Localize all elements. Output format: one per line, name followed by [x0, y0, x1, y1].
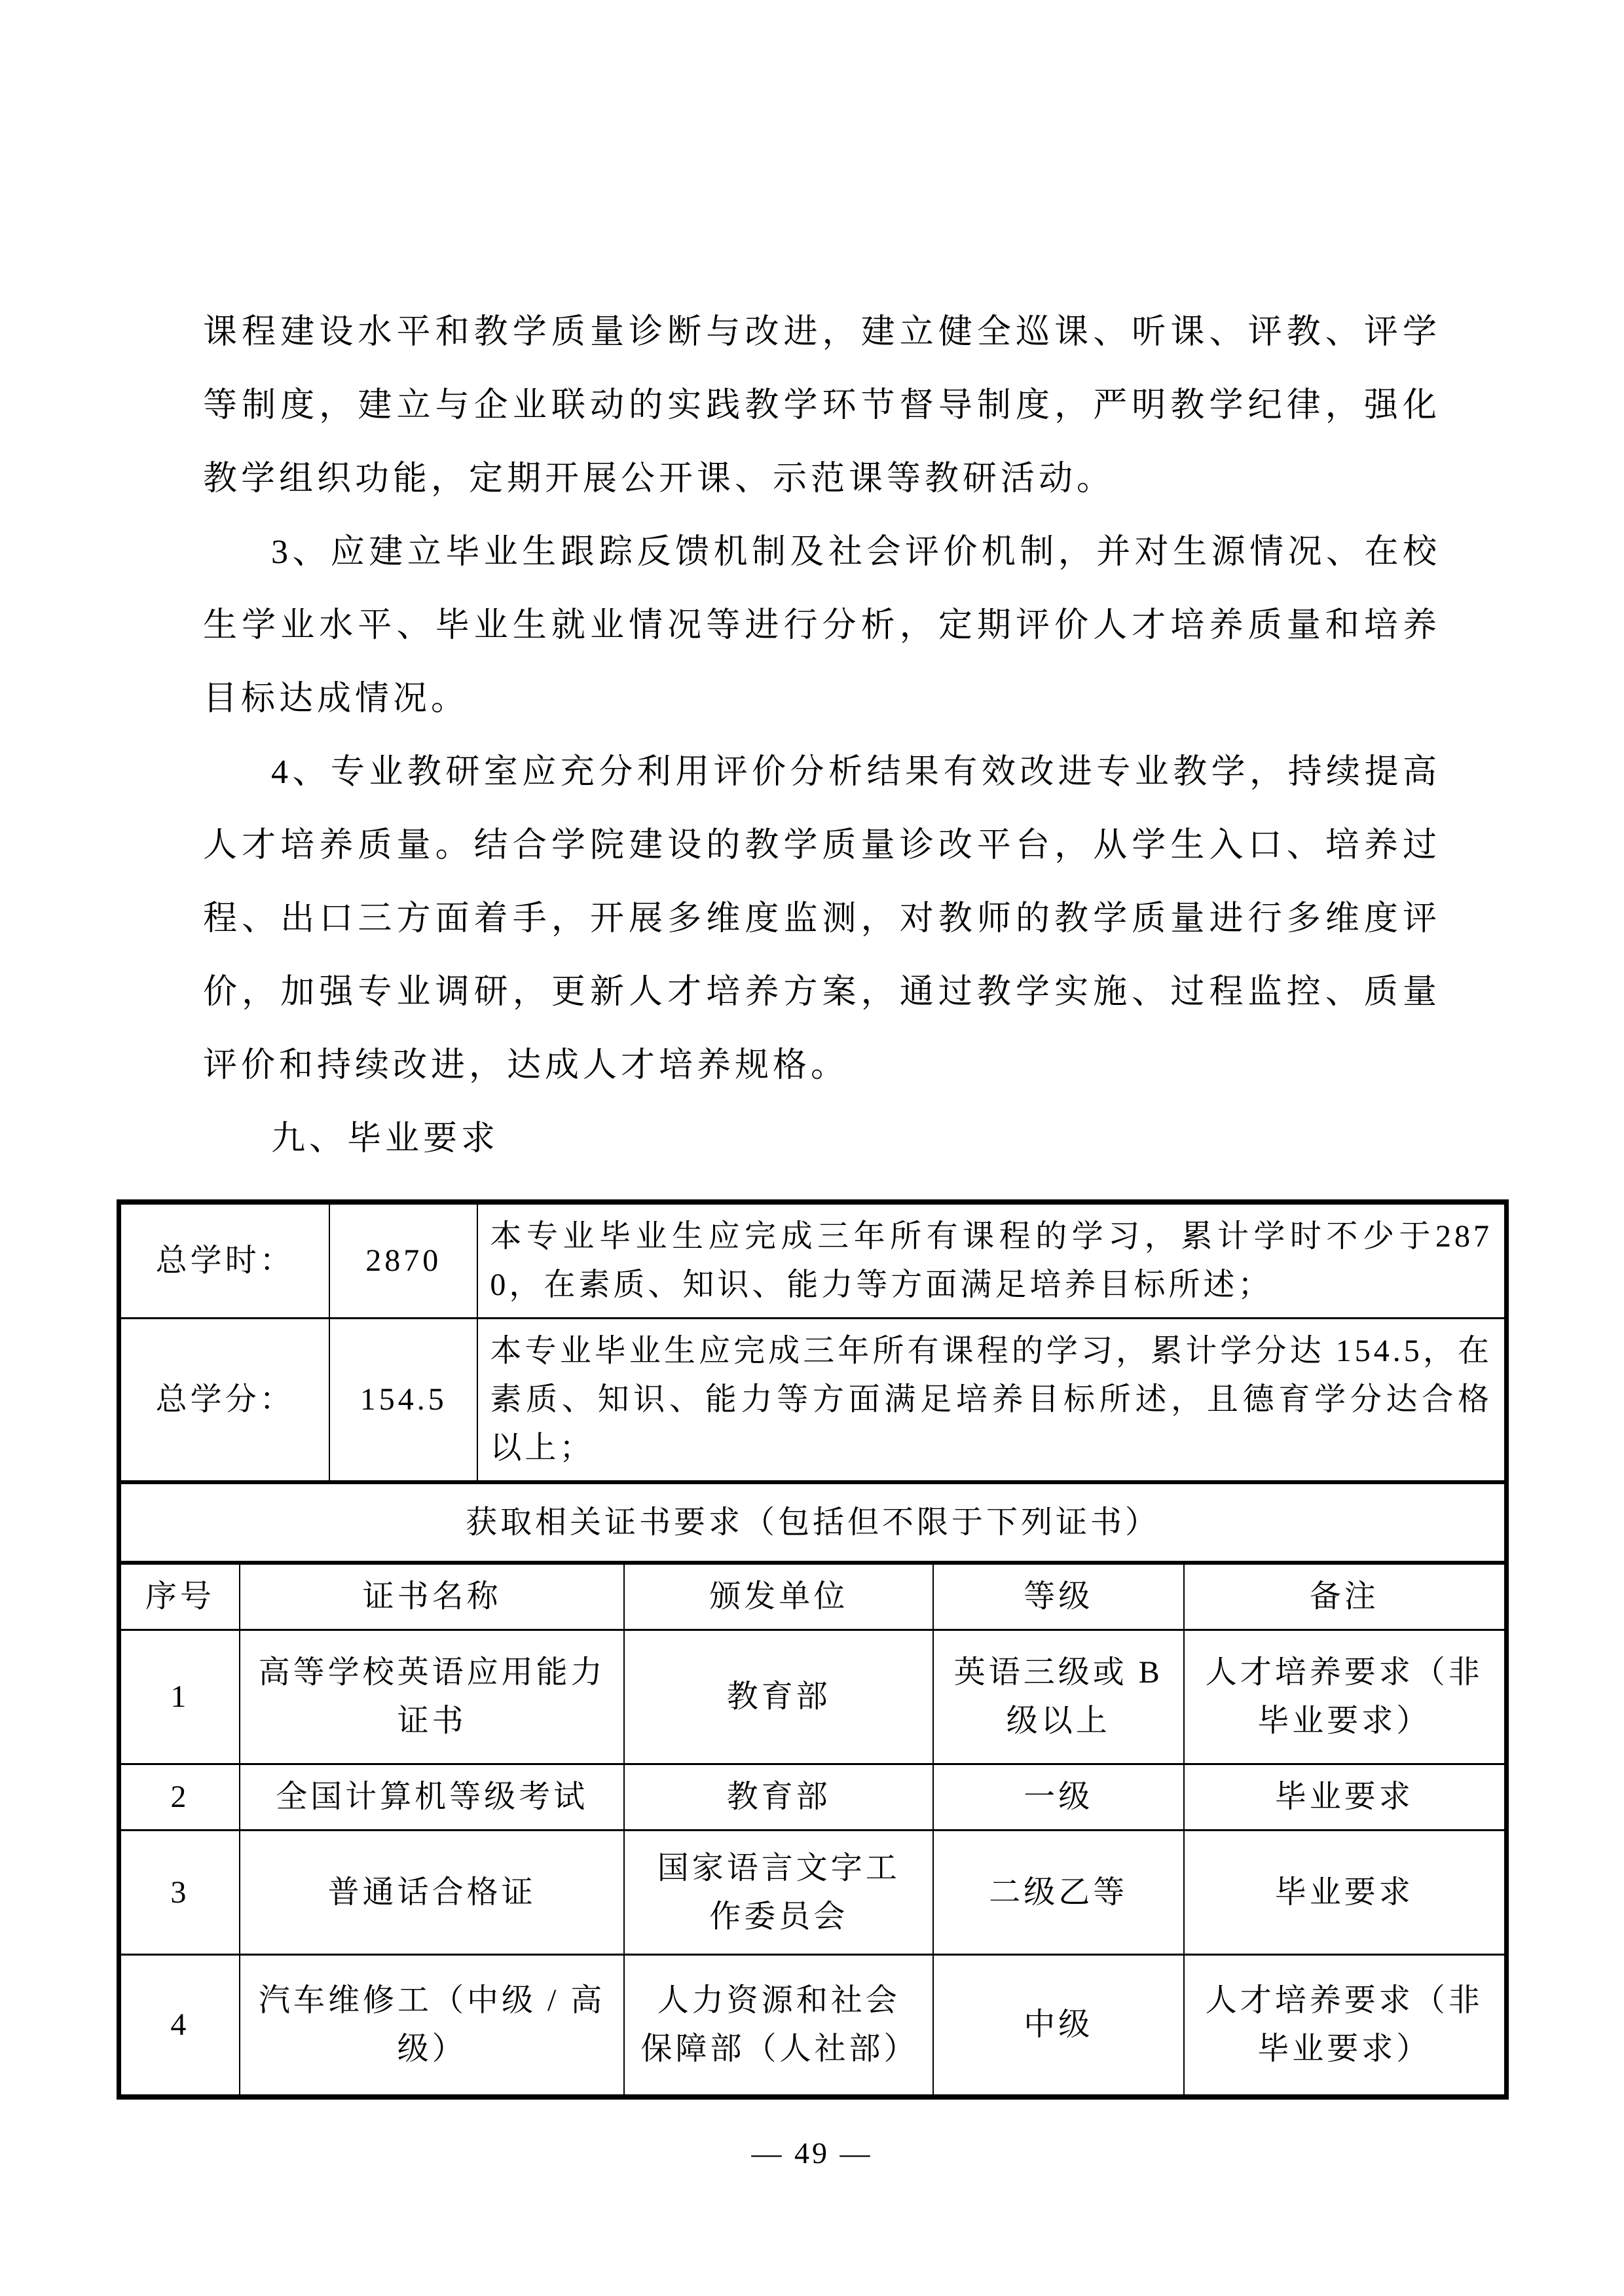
- total-hours-desc: 本专业毕业生应完成三年所有课程的学习，累计学时不少于2870，在素质、知识、能力等方面满足培养目标所述；: [477, 1204, 1505, 1319]
- cert-issuer: 人力资源和社会保障部（人社部）: [624, 1955, 932, 2096]
- table-frame: [117, 1199, 1509, 2100]
- cert-remark: 毕业要求: [1184, 1764, 1505, 1831]
- cert-level: 一级: [933, 1764, 1184, 1831]
- certificates-table: [120, 1563, 1505, 2096]
- certificate-banner: 获取相关证书要求（包括但不限于下列证书）: [120, 1484, 1505, 1562]
- certificate-banner-table: [120, 1482, 1505, 1563]
- certificate-row: [120, 1764, 1505, 1831]
- cert-index: 4: [120, 1955, 240, 2096]
- graduation-requirements-table: [117, 1199, 1509, 2100]
- certificate-row: [120, 1955, 1505, 2096]
- cert-issuer: 教育部: [624, 1630, 932, 1764]
- cert-level: 中级: [933, 1955, 1184, 2096]
- certificate-row: [120, 1831, 1505, 1955]
- cert-index: 1: [120, 1630, 240, 1764]
- header-name: 证书名称: [240, 1564, 625, 1630]
- cert-remark: 人才培养要求（非毕业要求）: [1184, 1630, 1505, 1764]
- section-heading: 九、毕业要求: [271, 1120, 500, 1157]
- certificate-row: [120, 1630, 1505, 1764]
- header-level: 等级: [933, 1564, 1184, 1630]
- cert-name: 高等学校英语应用能力证书: [240, 1630, 625, 1764]
- table-row-total-credits: [120, 1319, 1505, 1482]
- cert-level: 二级乙等: [933, 1831, 1184, 1955]
- header-issuer: 颁发单位: [624, 1564, 932, 1630]
- page-number: — 49 —: [751, 2136, 873, 2170]
- total-credits-label: 总学分：: [120, 1319, 329, 1482]
- cert-name: 汽车维修工（中级 / 高级）: [240, 1955, 625, 2096]
- paragraph: 3、应建立毕业生跟踪反馈机制及社会评价机制，并对生源情况、在校生学业水平、毕业生就业情况等进行分析，定期评价人才培养质量和培养目标达成情况。: [203, 534, 1441, 718]
- cert-issuer: 国家语言文字工作委员会: [624, 1831, 932, 1955]
- table-row-total-hours: [120, 1204, 1505, 1319]
- header-remark: 备注: [1184, 1564, 1505, 1630]
- total-credits-value: 154.5: [329, 1319, 477, 1482]
- cert-index: 2: [120, 1764, 240, 1831]
- total-hours-value: 2870: [329, 1204, 477, 1319]
- header-index: 序号: [120, 1564, 240, 1630]
- cert-level: 英语三级或 B 级以上: [933, 1630, 1184, 1764]
- cert-issuer: 教育部: [624, 1764, 932, 1831]
- paragraph: 4、专业教研室应充分利用评价分析结果有效改进专业教学，持续提高人才培养质量。结合学院建设的教学质量诊改平台，从学生入口、培养过程、出口三方面着手，开展多维度监测，对教师的教学质量进行多维度评价，加强专业调研，更新人才培养方案，通过教学实施、过程监控、质量评价和持续改进，达成人才培养规格。: [203, 754, 1441, 1084]
- cert-index: 3: [120, 1831, 240, 1955]
- cert-name: 普通话合格证: [240, 1831, 625, 1955]
- total-credits-desc: 本专业毕业生应完成三年所有课程的学习，累计学分达 154.5，在素质、知识、能力等方面满足培养目标所述，且德育学分达合格以上；: [477, 1319, 1505, 1482]
- cert-remark: 毕业要求: [1184, 1831, 1505, 1955]
- paragraph: 课程建设水平和教学质量诊断与改进，建立健全巡课、听课、评教、评学等制度，建立与企业联动的实践教学环节督导制度，严明教学纪律，强化教学组织功能，定期开展公开课、示范课等教研活动。: [203, 314, 1441, 498]
- totals-table: [120, 1203, 1505, 1482]
- cert-remark: 人才培养要求（非毕业要求）: [1184, 1955, 1505, 2096]
- body-text: [203, 296, 1441, 1176]
- table-row-certificate-banner: [120, 1484, 1505, 1562]
- certificates-header-row: [120, 1564, 1505, 1630]
- cert-name: 全国计算机等级考试: [240, 1764, 625, 1831]
- total-hours-label: 总学时：: [120, 1204, 329, 1319]
